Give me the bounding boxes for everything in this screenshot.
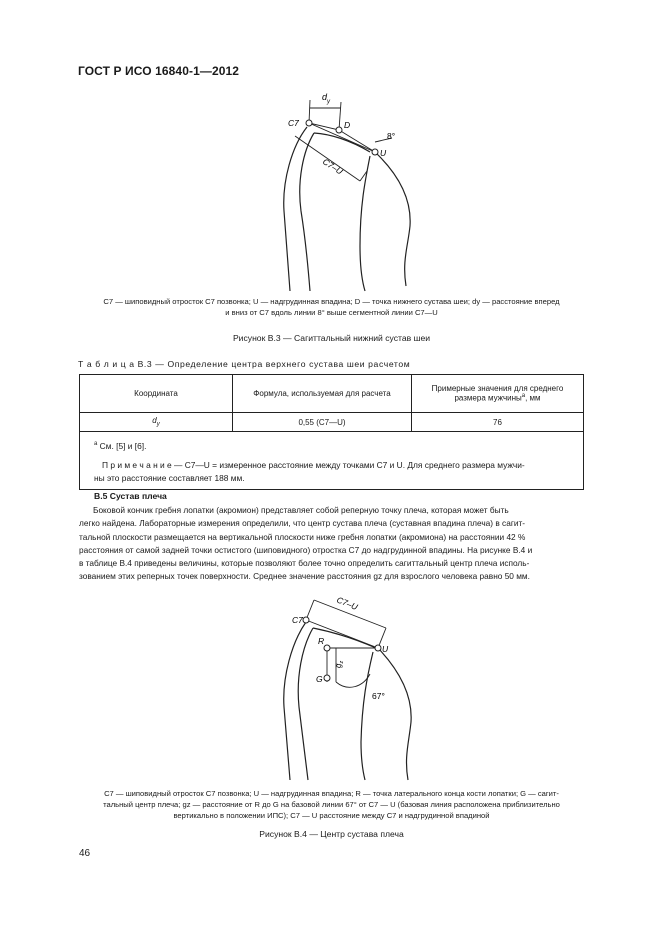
- fig-b4-angle-label: 67°: [372, 691, 385, 701]
- table-b3: [79, 374, 584, 490]
- fig-b4-u-label: U: [382, 644, 389, 654]
- figure-b4-caption-line3: вертикально в положении ИПС); C7 — U расстояние между C7 и надгрудинной впадиной: [173, 811, 490, 820]
- fig-b4-c7-label: C7: [292, 615, 303, 625]
- col-header-coordinate: Координата: [80, 375, 233, 413]
- table-row: [80, 413, 584, 432]
- page-number: 46: [79, 848, 91, 859]
- cell-coordinate: $d_y$: [80, 413, 233, 432]
- table-header-row: [80, 375, 584, 413]
- body-line: Боковой кончик гребня лопатки (акромион) представляет собой реперную точку плеча, которая может быть: [93, 505, 509, 515]
- body-line: легко найдена. Лабораторные измерения определили, что центр сустава плеча (суставная впадина плеча) в сагит-: [79, 518, 526, 529]
- fig-b3-d-label: D: [344, 120, 351, 130]
- fig-b3-dy-label: $d_y$: [322, 92, 331, 105]
- table-notes-row: [80, 432, 584, 490]
- fig-b3-c7-label: C7: [288, 118, 299, 128]
- figure-b3-title: Рисунок В.3 — Сагиттальный нижний сустав шеи: [232, 333, 431, 343]
- document-header: ГОСТ Р ИСО 16840-1—2012: [78, 64, 240, 78]
- body-line: тальной плоскости размещается на вертикальной плоскости ниже гребня лопатки (акромиона) на расстоянии 42 %: [79, 531, 526, 542]
- table-b3-title: Т а б л и ц а В.3 — Определение центра верхнего сустава шеи расчетом: [78, 359, 411, 369]
- fig-b4-gz-label: $g_z$: [334, 660, 345, 668]
- section-b5-heading: В.5 Сустав плеча: [94, 491, 167, 501]
- fig-b3-c7u-label: C7–U: [320, 156, 345, 177]
- col-header-formula: Формула, используемая для расчета: [233, 375, 412, 413]
- col-header-values: [412, 375, 584, 413]
- fig-b3-angle-label: 8°: [387, 131, 396, 141]
- body-line: расстояния от самой задней точки остистого (шиповидного) отростка C7 до надгрудинной впадины. На рисунке В.4 и: [79, 544, 533, 555]
- body-line: зованием этих реперных точек поверхности. Среднее значение расстояния gz для взрослого человека равно 50 мм.: [79, 571, 530, 582]
- table-note-line2: ны это расстояние составляет 188 мм.: [94, 472, 245, 483]
- table-footnote: $^a$ См. [5] и [6].: [94, 440, 147, 451]
- col3-line2: размера мужчины: [454, 393, 522, 403]
- figure-b3-caption-line1: C7 — шиповидный отросток C7 позвонка; U — надгрудинная впадина; D — точка нижнего сустава шеи; dy — расстояние вперед: [103, 297, 560, 306]
- table-note-line1: П р и м е ч а н и е — C7—U = измеренное расстояние между точками C7 и U. Для среднего размера мужчи-: [102, 459, 525, 470]
- figure-b4-caption-line2: тальный центр плеча; gz — расстояние от R до G на базовой линии 67° от C7 — U (базовая линия расположена приблизительно: [103, 800, 560, 809]
- figure-b4-caption-line1: C7 — шиповидный отросток C7 позвонка; U — надгрудинная впадина; R — точка латерального конца кости лопатки; G — сагит-: [104, 789, 559, 798]
- fig-b4-g-label: G: [316, 674, 323, 684]
- figure-b4-drawing: [268, 582, 438, 782]
- figure-b3-caption-line2: и вниз от C7 вдоль линии 8° выше сегментной линии C7—U: [225, 308, 438, 317]
- col3-line1: Примерные значения для среднего: [431, 384, 564, 394]
- body-line: в таблице В.4 приведены величины, которые позволяют более точно определить сагиттальный центр плеча исполь-: [79, 558, 530, 569]
- figure-b4-caption: [79, 788, 584, 821]
- fig-b4-r-label: R: [318, 636, 325, 646]
- figure-b3-drawing: [270, 86, 430, 296]
- cell-formula: 0,55 (C7—U): [233, 413, 412, 432]
- figure-b4-title: Рисунок В.4 — Центр сустава плеча: [259, 829, 404, 839]
- fig-b4-c7u-label: C7–U: [335, 594, 360, 612]
- col3-tail: , мм: [525, 393, 541, 403]
- cell-value: 76: [412, 413, 584, 432]
- figure-b3-caption: [79, 296, 584, 318]
- fig-b3-u-label: U: [380, 148, 387, 158]
- col3-sup: a: [521, 393, 526, 400]
- section-b5-body: [79, 504, 584, 584]
